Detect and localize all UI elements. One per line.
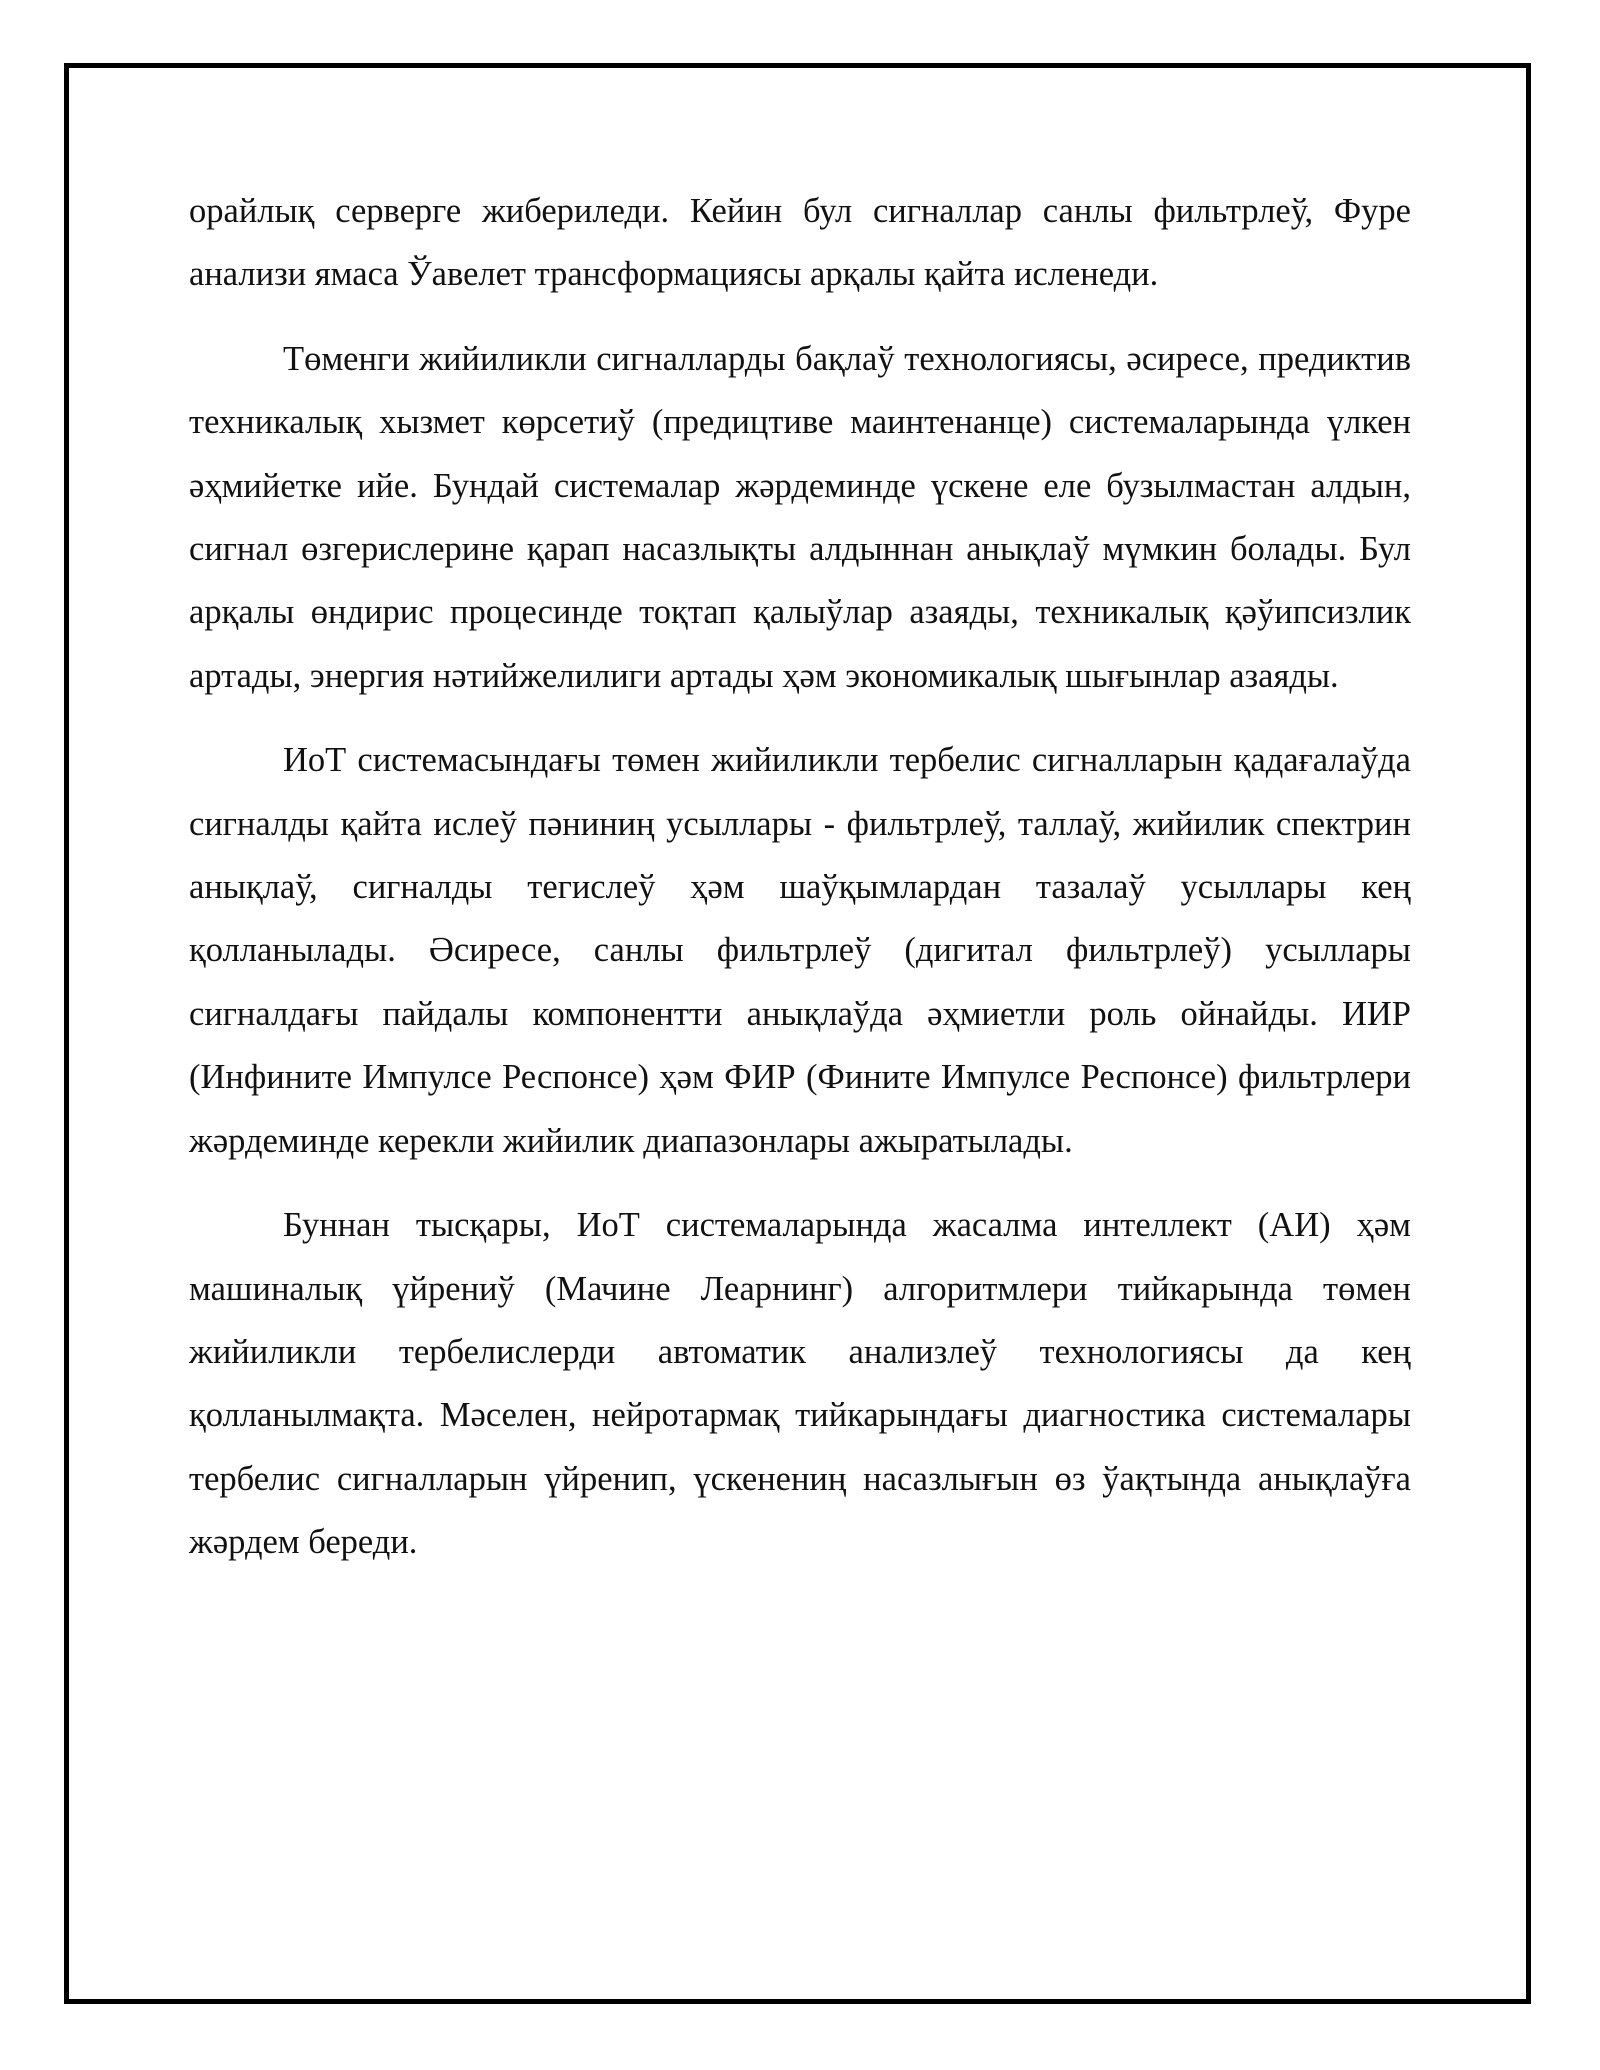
- paragraph-1: орайлық серверге жибериледи. Кейин бул сигналлар санлы фильтрлеў, Фуре анализи ямаса Ўавелет трансформациясы арқалы қайта исленеди.: [189, 192, 1411, 294]
- document-body: [189, 180, 1411, 1596]
- paragraph-3: ИоТ системасындағы төмен жийиликли тербелис сигналларын қадағалаўда сигналды қайта ислеў пәниниң усыллары - фильтрлеў, таллаў, жийилик спектрин анықлаў, сигналды тегислеў ҳәм шаўқымлардан тазалаў усыллары кең қолланылады. Әсиресе, санлы фильтрлеў (дигитал фильтрлеў) усыллары сигналдағы пайдалы компонентти анықлаўда әҳмиетли роль ойнайды. ИИР (Инфините Импулсе Респонсе) ҳәм ФИР (Фините Импулсе Респонсе) фильтрлери жәрдеминде керекли жийилик диапазонлары ажыратылады.: [189, 741, 1411, 1160]
- paragraph-2: Төменги жийиликли сигналларды бақлаў технологиясы, әсиресе, предиктив техникалық хызмет көрсетиў (предицтиве маинтенанце) системаларында үлкен әҳмийетке ийе. Бундай системалар жәрдеминде үскене еле бузылмастан алдын, сигнал өзгерислерине қарап насазлықты алдыннан анықлаў мүмкин болады. Бул арқалы өндирис процесинде тоқтап қалыўлар азаяды, техникалық қәўипсизлик артады, энергия нәтийжелилиги артады ҳәм экономикалық шығынлар азаяды.: [189, 339, 1411, 695]
- paragraph-4: Буннан тысқары, ИоТ системаларында жасалма интеллект (АИ) ҳәм машиналық үйрениў (Мачине Леарнинг) алгоритмлери тийкарында төмен жийиликли тербелислерди автоматик анализлеў технологиясы да кең қолланылмақта. Мәселен, нейротармақ тийкарындағы диагностика системалары тербелис сигналларын үйренип, үскенениң насазлығын өз ўақтында анықлаўға жәрдем береди.: [189, 1206, 1411, 1562]
